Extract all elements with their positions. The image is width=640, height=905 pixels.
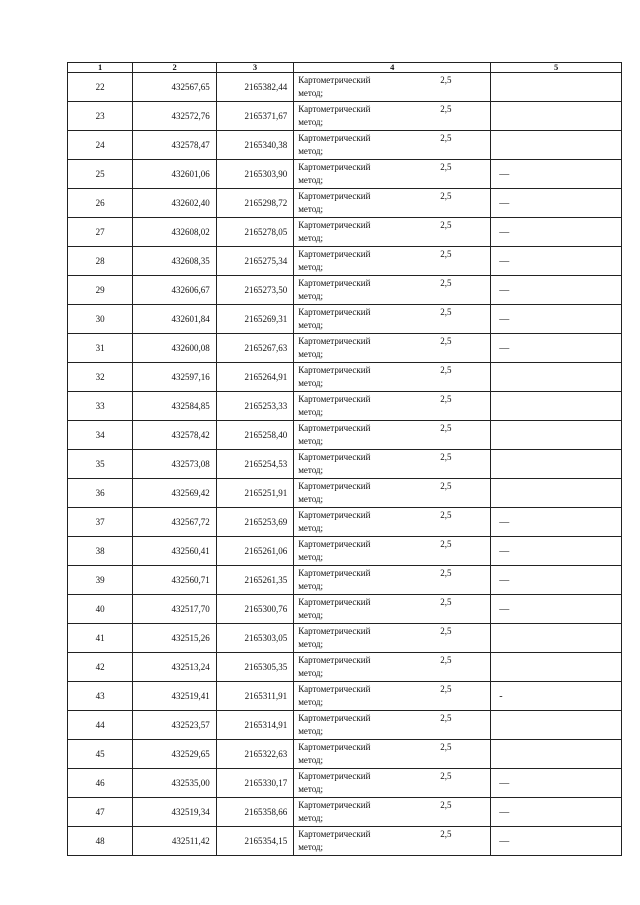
method-suffix: метод; bbox=[298, 784, 324, 794]
coord-y: 2165273,50 bbox=[216, 276, 293, 305]
method-suffix: метод; bbox=[298, 697, 324, 707]
point-number: 32 bbox=[68, 363, 133, 392]
accuracy-value: 2,5 bbox=[440, 307, 452, 317]
coord-x: 432535,00 bbox=[133, 769, 216, 798]
coord-y: 2165382,44 bbox=[216, 73, 293, 102]
method-cell bbox=[294, 566, 491, 595]
coord-x: 432567,72 bbox=[133, 508, 216, 537]
table-row bbox=[68, 566, 622, 595]
point-number: 48 bbox=[68, 827, 133, 856]
method-name: Картометрический bbox=[298, 162, 371, 172]
point-number: 44 bbox=[68, 711, 133, 740]
method-name: Картометрический bbox=[298, 278, 371, 288]
description-cell: — bbox=[491, 247, 622, 276]
method-suffix: метод; bbox=[298, 610, 324, 620]
coord-x: 432578,47 bbox=[133, 131, 216, 160]
description-cell: — bbox=[491, 827, 622, 856]
method-name: Картометрический bbox=[298, 626, 371, 636]
table-row bbox=[68, 508, 622, 537]
coord-y: 2165269,31 bbox=[216, 305, 293, 334]
description-cell bbox=[491, 392, 622, 421]
method-suffix: метод; bbox=[298, 117, 324, 127]
coord-y: 2165267,63 bbox=[216, 334, 293, 363]
method-name: Картометрический bbox=[298, 249, 371, 259]
method-cell bbox=[294, 73, 491, 102]
coord-x: 432601,06 bbox=[133, 160, 216, 189]
table-row bbox=[68, 827, 622, 856]
method-name: Картометрический bbox=[298, 742, 371, 752]
coord-y: 2165371,67 bbox=[216, 102, 293, 131]
coord-x: 432569,42 bbox=[133, 479, 216, 508]
coord-x: 432513,24 bbox=[133, 653, 216, 682]
coord-y: 2165354,15 bbox=[216, 827, 293, 856]
point-number: 39 bbox=[68, 566, 133, 595]
table-row bbox=[68, 769, 622, 798]
description-cell bbox=[491, 740, 622, 769]
accuracy-value: 2,5 bbox=[440, 800, 452, 810]
description-cell: — bbox=[491, 276, 622, 305]
method-cell bbox=[294, 595, 491, 624]
coord-y: 2165303,90 bbox=[216, 160, 293, 189]
description-cell: — bbox=[491, 305, 622, 334]
coord-x: 432572,76 bbox=[133, 102, 216, 131]
description-cell bbox=[491, 479, 622, 508]
point-number: 37 bbox=[68, 508, 133, 537]
method-cell bbox=[294, 247, 491, 276]
coord-y: 2165258,40 bbox=[216, 421, 293, 450]
point-number: 45 bbox=[68, 740, 133, 769]
method-suffix: метод; bbox=[298, 88, 324, 98]
description-cell bbox=[491, 73, 622, 102]
point-number: 28 bbox=[68, 247, 133, 276]
accuracy-value: 2,5 bbox=[440, 510, 452, 520]
coord-y: 2165311,91 bbox=[216, 682, 293, 711]
description-cell bbox=[491, 421, 622, 450]
table-row bbox=[68, 653, 622, 682]
table-row bbox=[68, 334, 622, 363]
method-cell bbox=[294, 769, 491, 798]
point-number: 38 bbox=[68, 537, 133, 566]
method-cell bbox=[294, 798, 491, 827]
point-number: 43 bbox=[68, 682, 133, 711]
accuracy-value: 2,5 bbox=[440, 104, 452, 114]
method-cell bbox=[294, 276, 491, 305]
accuracy-value: 2,5 bbox=[440, 829, 452, 839]
method-cell bbox=[294, 102, 491, 131]
coord-y: 2165253,69 bbox=[216, 508, 293, 537]
method-cell bbox=[294, 653, 491, 682]
method-name: Картометрический bbox=[298, 365, 371, 375]
method-suffix: метод; bbox=[298, 175, 324, 185]
method-name: Картометрический bbox=[298, 539, 371, 549]
table-row bbox=[68, 73, 622, 102]
accuracy-value: 2,5 bbox=[440, 684, 452, 694]
description-cell bbox=[491, 450, 622, 479]
table-row bbox=[68, 624, 622, 653]
description-cell bbox=[491, 102, 622, 131]
header-col-2: 2 bbox=[133, 63, 216, 73]
coord-x: 432573,08 bbox=[133, 450, 216, 479]
method-suffix: метод; bbox=[298, 494, 324, 504]
method-cell bbox=[294, 682, 491, 711]
method-cell bbox=[294, 305, 491, 334]
coord-y: 2165278,05 bbox=[216, 218, 293, 247]
table-row bbox=[68, 537, 622, 566]
accuracy-value: 2,5 bbox=[440, 655, 452, 665]
description-cell: — bbox=[491, 595, 622, 624]
accuracy-value: 2,5 bbox=[440, 597, 452, 607]
header-col-4: 4 bbox=[294, 63, 491, 73]
accuracy-value: 2,5 bbox=[440, 452, 452, 462]
coord-x: 432511,42 bbox=[133, 827, 216, 856]
method-name: Картометрический bbox=[298, 800, 371, 810]
description-cell bbox=[491, 131, 622, 160]
point-number: 34 bbox=[68, 421, 133, 450]
method-name: Картометрический bbox=[298, 568, 371, 578]
method-suffix: метод; bbox=[298, 465, 324, 475]
method-suffix: метод; bbox=[298, 755, 324, 765]
table-header-row bbox=[68, 63, 622, 73]
method-suffix: метод; bbox=[298, 320, 324, 330]
coord-y: 2165275,34 bbox=[216, 247, 293, 276]
coord-y: 2165264,91 bbox=[216, 363, 293, 392]
table-row bbox=[68, 711, 622, 740]
method-suffix: метод; bbox=[298, 204, 324, 214]
coord-x: 432529,65 bbox=[133, 740, 216, 769]
method-suffix: метод; bbox=[298, 523, 324, 533]
description-cell: — bbox=[491, 334, 622, 363]
method-suffix: метод; bbox=[298, 291, 324, 301]
coord-y: 2165298,72 bbox=[216, 189, 293, 218]
coord-x: 432601,84 bbox=[133, 305, 216, 334]
method-suffix: метод; bbox=[298, 407, 324, 417]
method-cell bbox=[294, 479, 491, 508]
method-name: Картометрический bbox=[298, 133, 371, 143]
table-row bbox=[68, 682, 622, 711]
point-number: 24 bbox=[68, 131, 133, 160]
description-cell: — bbox=[491, 218, 622, 247]
method-name: Картометрический bbox=[298, 394, 371, 404]
accuracy-value: 2,5 bbox=[440, 365, 452, 375]
method-name: Картометрический bbox=[298, 191, 371, 201]
method-cell bbox=[294, 450, 491, 479]
coord-x: 432560,71 bbox=[133, 566, 216, 595]
method-cell bbox=[294, 624, 491, 653]
accuracy-value: 2,5 bbox=[440, 742, 452, 752]
method-name: Картометрический bbox=[298, 510, 371, 520]
method-cell bbox=[294, 421, 491, 450]
method-suffix: метод; bbox=[298, 552, 324, 562]
method-name: Картометрический bbox=[298, 307, 371, 317]
coord-y: 2165322,63 bbox=[216, 740, 293, 769]
point-number: 33 bbox=[68, 392, 133, 421]
description-cell: - bbox=[491, 682, 622, 711]
method-name: Картометрический bbox=[298, 684, 371, 694]
accuracy-value: 2,5 bbox=[440, 539, 452, 549]
point-number: 29 bbox=[68, 276, 133, 305]
method-cell bbox=[294, 711, 491, 740]
description-cell bbox=[491, 653, 622, 682]
method-cell bbox=[294, 508, 491, 537]
method-suffix: метод; bbox=[298, 668, 324, 678]
method-suffix: метод; bbox=[298, 378, 324, 388]
accuracy-value: 2,5 bbox=[440, 162, 452, 172]
point-number: 26 bbox=[68, 189, 133, 218]
coord-x: 432608,35 bbox=[133, 247, 216, 276]
description-cell bbox=[491, 711, 622, 740]
point-number: 36 bbox=[68, 479, 133, 508]
description-cell bbox=[491, 624, 622, 653]
table-row bbox=[68, 131, 622, 160]
method-name: Картометрический bbox=[298, 481, 371, 491]
coord-x: 432608,02 bbox=[133, 218, 216, 247]
coord-y: 2165254,53 bbox=[216, 450, 293, 479]
method-name: Картометрический bbox=[298, 771, 371, 781]
method-name: Картометрический bbox=[298, 655, 371, 665]
point-number: 22 bbox=[68, 73, 133, 102]
accuracy-value: 2,5 bbox=[440, 75, 452, 85]
point-number: 47 bbox=[68, 798, 133, 827]
point-number: 31 bbox=[68, 334, 133, 363]
point-number: 25 bbox=[68, 160, 133, 189]
coord-x: 432602,40 bbox=[133, 189, 216, 218]
coord-y: 2165358,66 bbox=[216, 798, 293, 827]
method-suffix: метод; bbox=[298, 813, 324, 823]
method-cell bbox=[294, 537, 491, 566]
coord-y: 2165330,17 bbox=[216, 769, 293, 798]
coord-x: 432523,57 bbox=[133, 711, 216, 740]
table-row bbox=[68, 160, 622, 189]
method-suffix: метод; bbox=[298, 581, 324, 591]
method-suffix: метод; bbox=[298, 726, 324, 736]
point-number: 27 bbox=[68, 218, 133, 247]
method-suffix: метод; bbox=[298, 349, 324, 359]
coord-y: 2165253,33 bbox=[216, 392, 293, 421]
table-row bbox=[68, 102, 622, 131]
table-row bbox=[68, 189, 622, 218]
accuracy-value: 2,5 bbox=[440, 133, 452, 143]
method-name: Картометрический bbox=[298, 423, 371, 433]
description-cell: — bbox=[491, 508, 622, 537]
method-suffix: метод; bbox=[298, 842, 324, 852]
method-name: Картометрический bbox=[298, 452, 371, 462]
method-cell bbox=[294, 189, 491, 218]
method-cell bbox=[294, 392, 491, 421]
accuracy-value: 2,5 bbox=[440, 481, 452, 491]
table-row bbox=[68, 595, 622, 624]
accuracy-value: 2,5 bbox=[440, 336, 452, 346]
description-cell: — bbox=[491, 769, 622, 798]
coord-x: 432519,34 bbox=[133, 798, 216, 827]
accuracy-value: 2,5 bbox=[440, 249, 452, 259]
header-col-1: 1 bbox=[68, 63, 133, 73]
method-suffix: метод; bbox=[298, 639, 324, 649]
table-row bbox=[68, 479, 622, 508]
point-number: 42 bbox=[68, 653, 133, 682]
header-col-3: 3 bbox=[216, 63, 293, 73]
accuracy-value: 2,5 bbox=[440, 220, 452, 230]
table-row bbox=[68, 450, 622, 479]
table-row bbox=[68, 392, 622, 421]
description-cell: — bbox=[491, 566, 622, 595]
coord-x: 432606,67 bbox=[133, 276, 216, 305]
coord-x: 432567,65 bbox=[133, 73, 216, 102]
description-cell: — bbox=[491, 189, 622, 218]
coord-y: 2165300,76 bbox=[216, 595, 293, 624]
coord-y: 2165314,91 bbox=[216, 711, 293, 740]
table-row bbox=[68, 218, 622, 247]
table-row bbox=[68, 421, 622, 450]
header-col-5: 5 bbox=[491, 63, 622, 73]
table-row bbox=[68, 305, 622, 334]
accuracy-value: 2,5 bbox=[440, 191, 452, 201]
table-row bbox=[68, 247, 622, 276]
method-cell bbox=[294, 334, 491, 363]
method-name: Картометрический bbox=[298, 597, 371, 607]
method-name: Картометрический bbox=[298, 75, 371, 85]
accuracy-value: 2,5 bbox=[440, 423, 452, 433]
method-name: Картометрический bbox=[298, 104, 371, 114]
point-number: 23 bbox=[68, 102, 133, 131]
coord-y: 2165261,06 bbox=[216, 537, 293, 566]
accuracy-value: 2,5 bbox=[440, 771, 452, 781]
coord-x: 432517,70 bbox=[133, 595, 216, 624]
method-cell bbox=[294, 740, 491, 769]
accuracy-value: 2,5 bbox=[440, 278, 452, 288]
method-suffix: метод; bbox=[298, 436, 324, 446]
coord-x: 432515,26 bbox=[133, 624, 216, 653]
coord-x: 432578,42 bbox=[133, 421, 216, 450]
method-name: Картометрический bbox=[298, 220, 371, 230]
point-number: 41 bbox=[68, 624, 133, 653]
point-number: 35 bbox=[68, 450, 133, 479]
method-cell bbox=[294, 363, 491, 392]
description-cell bbox=[491, 363, 622, 392]
accuracy-value: 2,5 bbox=[440, 626, 452, 636]
coord-y: 2165303,05 bbox=[216, 624, 293, 653]
table-row bbox=[68, 363, 622, 392]
method-name: Картометрический bbox=[298, 336, 371, 346]
description-cell: — bbox=[491, 160, 622, 189]
method-suffix: метод; bbox=[298, 262, 324, 272]
method-cell bbox=[294, 131, 491, 160]
point-number: 40 bbox=[68, 595, 133, 624]
coord-y: 2165340,38 bbox=[216, 131, 293, 160]
accuracy-value: 2,5 bbox=[440, 568, 452, 578]
description-cell: — bbox=[491, 798, 622, 827]
point-number: 30 bbox=[68, 305, 133, 334]
method-name: Картометрический bbox=[298, 713, 371, 723]
method-cell bbox=[294, 160, 491, 189]
table-row bbox=[68, 740, 622, 769]
method-name: Картометрический bbox=[298, 829, 371, 839]
coord-x: 432519,41 bbox=[133, 682, 216, 711]
method-suffix: метод; bbox=[298, 233, 324, 243]
table-row bbox=[68, 276, 622, 305]
coord-y: 2165305,35 bbox=[216, 653, 293, 682]
coord-x: 432600,08 bbox=[133, 334, 216, 363]
coord-x: 432560,41 bbox=[133, 537, 216, 566]
coord-x: 432584,85 bbox=[133, 392, 216, 421]
method-cell bbox=[294, 218, 491, 247]
coord-y: 2165251,91 bbox=[216, 479, 293, 508]
coord-y: 2165261,35 bbox=[216, 566, 293, 595]
coordinates-table bbox=[67, 62, 622, 856]
accuracy-value: 2,5 bbox=[440, 713, 452, 723]
point-number: 46 bbox=[68, 769, 133, 798]
description-cell: — bbox=[491, 537, 622, 566]
coord-x: 432597,16 bbox=[133, 363, 216, 392]
method-suffix: метод; bbox=[298, 146, 324, 156]
method-cell bbox=[294, 827, 491, 856]
table-row bbox=[68, 798, 622, 827]
accuracy-value: 2,5 bbox=[440, 394, 452, 404]
